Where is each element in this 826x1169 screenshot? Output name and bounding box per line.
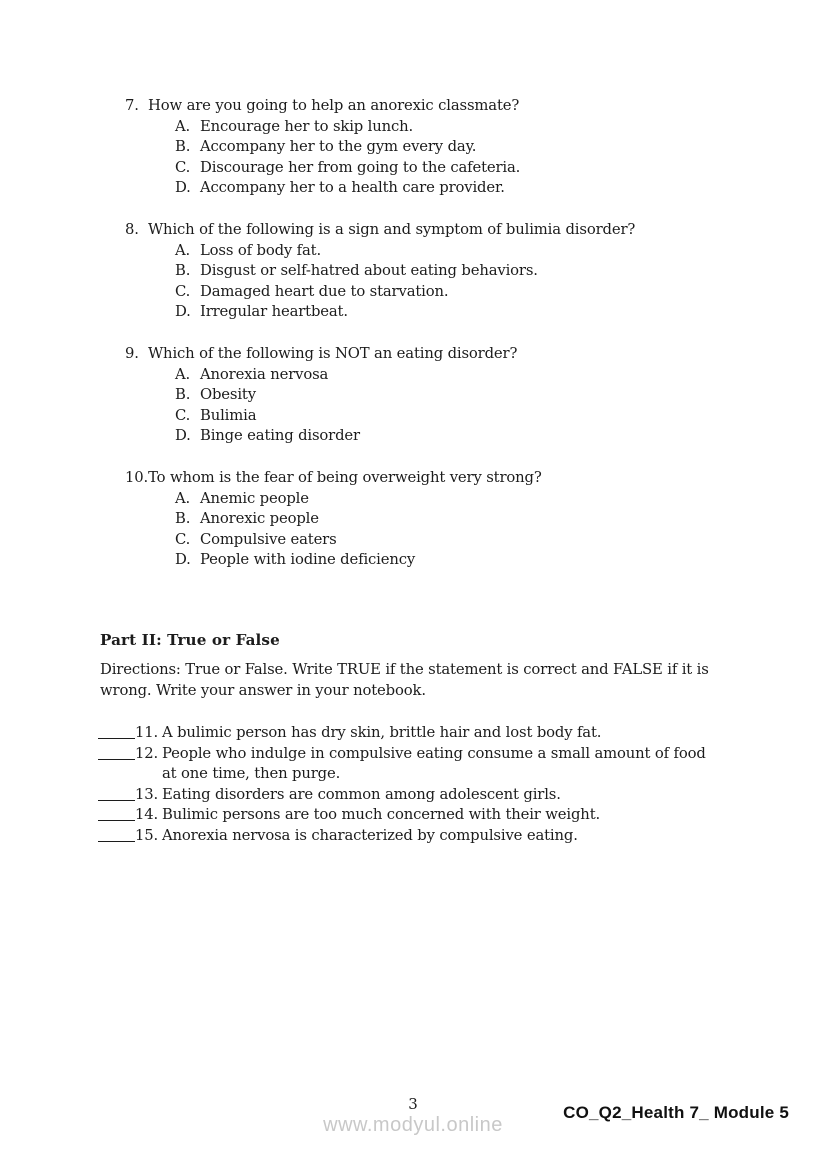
option-text: Damaged heart due to starvation. <box>200 282 449 300</box>
option-text: Anemic people <box>200 489 309 507</box>
option-letter: A. <box>175 365 191 383</box>
watermark: www.modyul.online <box>323 1114 503 1136</box>
question-7 <box>125 96 520 199</box>
statement-number: 13. <box>135 785 159 803</box>
option-b <box>175 509 542 530</box>
option-letter: C. <box>175 158 191 176</box>
statement-text: People who indulge in compulsive eating consume a small amount of food at one time, then purge. <box>162 744 706 783</box>
part2-directions <box>100 660 709 701</box>
answer-blank <box>98 805 135 821</box>
directions-line-1: Directions: True or False. Write TRUE if the statement is correct and FALSE if it is <box>100 661 709 678</box>
options-list <box>175 241 635 323</box>
option-text: Disgust or self-hatred about eating behaviors. <box>200 262 538 280</box>
option-a <box>175 241 635 262</box>
option-a <box>175 365 517 386</box>
option-text: Bulimia <box>200 406 257 424</box>
question-stem: How are you going to help an anorexic classmate? <box>148 97 520 114</box>
option-c <box>175 282 635 303</box>
option-d <box>175 550 542 571</box>
question-stem: To whom is the fear of being overweight very strong? <box>148 469 542 486</box>
option-text: Encourage her to skip lunch. <box>200 117 414 135</box>
option-letter: D. <box>175 303 191 321</box>
option-text: Accompany her to a health care provider. <box>200 179 505 197</box>
question-stem: Which of the following is a sign and symptom of bulimia disorder? <box>148 221 636 238</box>
statement-14 <box>98 805 706 826</box>
option-d <box>175 426 517 447</box>
option-b <box>175 385 517 406</box>
option-text: Accompany her to the gym every day. <box>200 138 477 156</box>
option-letter: B. <box>175 510 191 528</box>
option-letter: B. <box>175 262 191 280</box>
question-stem-row <box>125 220 635 241</box>
module-footer-label: CO_Q2_Health 7_ Module 5 <box>563 1103 789 1122</box>
option-c <box>175 158 520 179</box>
statement-number: 11. <box>135 724 159 741</box>
true-false-list <box>98 723 706 847</box>
statement-13 <box>98 785 706 806</box>
statement-text: Anorexia nervosa is characterized by compulsive eating. <box>162 826 578 844</box>
options-list <box>175 117 520 199</box>
option-text: Obesity <box>200 386 256 404</box>
options-list <box>175 365 517 447</box>
option-text: Anorexia nervosa <box>200 365 329 383</box>
option-b <box>175 137 520 158</box>
question-stem-row <box>125 344 517 365</box>
option-a <box>175 117 520 138</box>
option-d <box>175 178 520 199</box>
question-number: 7. <box>125 97 139 114</box>
option-letter: D. <box>175 427 191 445</box>
statement-15 <box>98 826 706 847</box>
option-c <box>175 406 517 427</box>
answer-blank <box>98 826 135 842</box>
question-stem-row <box>125 468 542 489</box>
option-letter: D. <box>175 179 191 197</box>
option-c <box>175 530 542 551</box>
option-letter: C. <box>175 282 191 300</box>
option-a <box>175 489 542 510</box>
option-text: People with iodine deficiency <box>200 551 416 569</box>
statement-text: Eating disorders are common among adolescent girls. <box>162 785 561 803</box>
statement-text: Bulimic persons are too much concerned with their weight. <box>162 806 601 824</box>
option-text: Anorexic people <box>200 510 319 528</box>
statement-text: A bulimic person has dry skin, brittle hair and lost body fat. <box>162 724 602 741</box>
question-number: 8. <box>125 221 139 238</box>
answer-blank <box>98 785 135 801</box>
option-text: Loss of body fat. <box>200 241 322 259</box>
part2-heading: Part II: True or False <box>100 631 280 649</box>
option-letter: A. <box>175 489 191 507</box>
statement-11 <box>98 723 706 744</box>
directions-line-2: wrong. Write your answer in your notebook. <box>100 681 426 699</box>
option-text: Binge eating disorder <box>200 427 360 445</box>
question-10 <box>125 468 542 571</box>
option-letter: A. <box>175 117 191 135</box>
answer-blank <box>98 723 135 739</box>
option-letter: B. <box>175 386 191 404</box>
page-number: 3 <box>408 1095 418 1113</box>
question-number: 9. <box>125 345 139 362</box>
option-letter: D. <box>175 551 191 569</box>
option-text: Irregular heartbeat. <box>200 303 348 321</box>
question-stem: Which of the following is NOT an eating disorder? <box>148 345 518 362</box>
answer-blank <box>98 744 135 760</box>
option-letter: C. <box>175 530 191 548</box>
option-b <box>175 261 635 282</box>
option-letter: C. <box>175 406 191 424</box>
options-list <box>175 489 542 571</box>
option-text: Discourage her from going to the cafeteria. <box>200 158 521 176</box>
question-8 <box>125 220 635 323</box>
question-stem-row <box>125 96 520 117</box>
option-letter: B. <box>175 138 191 156</box>
statement-number: 15. <box>135 826 159 844</box>
option-text: Compulsive eaters <box>200 530 337 548</box>
statement-12 <box>98 744 706 785</box>
question-9 <box>125 344 517 447</box>
option-letter: A. <box>175 241 191 259</box>
statement-number: 14. <box>135 806 159 824</box>
option-d <box>175 302 635 323</box>
question-number: 10. <box>125 469 149 486</box>
statement-number: 12. <box>135 744 159 762</box>
